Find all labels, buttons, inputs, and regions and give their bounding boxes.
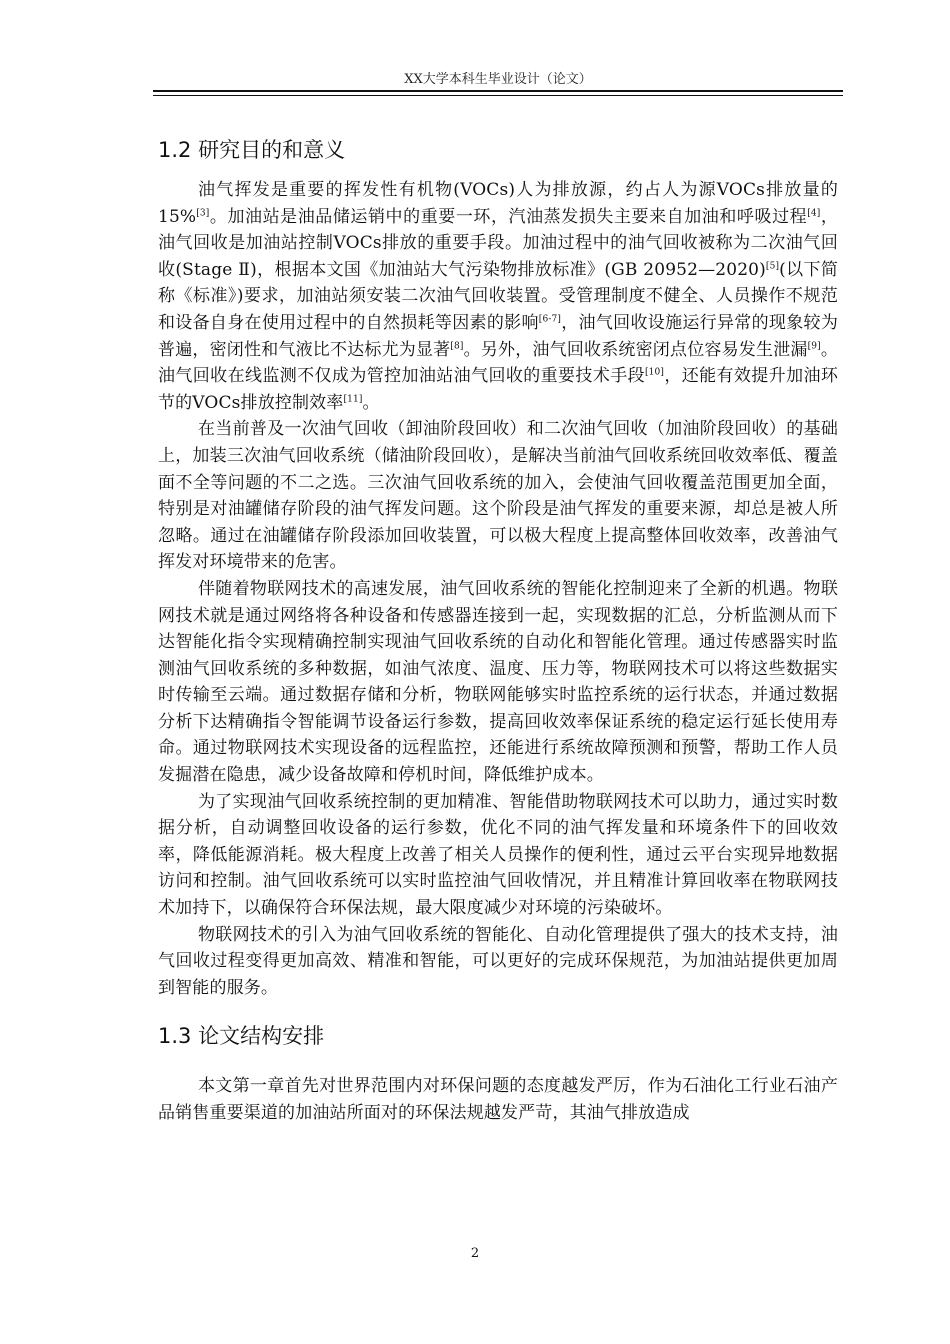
citation: [6-7] [538, 314, 562, 325]
citation: [8] [450, 340, 464, 351]
paragraph-3: 伴随着物联网技术的高速发展，油气回收系统的智能化控制迎来了全新的机遇。物联网技术就是通过网络将各种设备和传感器连接到一起，实现数据的汇总，分析监测从而下达智能化指令实现精确控制实现油气回收系统的自动化和智能化管理。通过传感器实时监测油气回收系统的多种数据，如油气浓度、温度、压力等，物联网技术可以将这些数据实时传输至云端。通过数据存储和分析，物联网能够实时监控系统的运行状态，并通过数据分析下达精确指令智能调节设备运行参数，提高回收效率保证系统的稳定运行延长使用寿命。通过物联网技术实现设备的远程监控，还能进行系统故障预测和预警，帮助工作人员发掘潜在隐患，减少设备故障和停机时间，降低维护成本。 [158, 578, 838, 786]
text-run: ，油气回收设施运行异常的现象较为普遍，密闭性和气液比不达标尤为显著 [158, 312, 838, 360]
text-run: ，油气回收是加油站控制VOCs排放的重要手段。加油过程中的油气回收被称为二次油气回收(Stage Ⅱ)，根据本文国《加油站大气污染物排放标准》(GB 20952—2020) [158, 206, 838, 280]
paragraph-2: 在当前普及一次油气回收（卸油阶段回收）和二次油气回收（加油阶段回收）的基础上，加装三次油气回收系统（储油阶段回收），是解决当前油气回收系统回收效率低、覆盖面不全等问题的不二之选。三次油气回收系统的加入，会使油气回收覆盖范围更加全面，特别是对油罐储存阶段的油气挥发问题。这个阶段是油气挥发的重要来源，却总是被人所忽略。通过在油罐储存阶段添加回收装置，可以极大程度上提高整体回收效率，改善油气挥发对环境带来的危害。 [158, 419, 838, 573]
page-body [158, 135, 838, 1127]
text-run: 。油气回收在线监测不仅成为管控加油站油气回收的重要技术手段 [158, 339, 838, 387]
text-run: 油气挥发是重要的挥发性有机物(VOCs)人为排放源，约占人为源VOCs排放量的15% [158, 180, 838, 227]
paragraph-4: 为了实现油气回收系统控制的更加精准、智能借助物联网技术可以助力，通过实时数据分析，自动调整回收设备的运行参数，优化不同的油气挥发量和环境条件下的回收效率，降低能源消耗。极大程度上改善了相关人员操作的便利性，通过云平台实现异地数据访问和控制。油气回收系统可以实时监控油气回收情况，并且精准计算回收率在物联网技术加持下，以确保符合环保法规，最大限度减少对环境的污染破坏。 [158, 791, 838, 919]
paragraph-6: 本文第一章首先对世界范围内对环保问题的态度越发严厉，作为石油化工行业石油产品销售重要渠道的加油站所面对的环保法规越发严苛，其油气排放造成 [158, 1076, 838, 1123]
page-number: 2 [470, 1246, 480, 1261]
header-rule-thin [153, 95, 843, 96]
citation: [3] [196, 207, 210, 218]
section-heading-1-3: 1.3 论文结构安排 [158, 1024, 325, 1049]
citation: [5] [765, 261, 780, 272]
text-run: ，还能有效提升加油环节的VOCs排放控制效率 [158, 366, 839, 413]
citation: [10] [645, 367, 665, 378]
citation: [11] [343, 394, 363, 405]
section-heading-1-2: 1.2 研究目的和意义 [158, 138, 346, 162]
paragraph-1 [158, 177, 838, 416]
text-run: 。加油站是油品储运销中的重要一环，汽油蒸发损失主要来自加油和呼吸过程 [209, 206, 808, 227]
paragraph-5: 物联网技术的引入为油气回收系统的智能化、自动化管理提供了强大的技术支持，油气回收过程变得更加高效、精准和智能，可以更好的完成环保规范，为加油站提供更加周到智能的服务。 [158, 924, 838, 998]
text-run: (以下简称《标准》)要求，加油站须安装二次油气回收装置。受管理制度不健全、人员操作不规范和设备自身在使用过程中的自然损耗等因素的影响 [158, 259, 838, 333]
page-header: XX大学本科生毕业设计（论文） [404, 72, 592, 87]
text-run: 。 [362, 392, 380, 413]
citation: [4] [807, 207, 821, 218]
text-run: 。另外，油气回收系统密闭点位容易发生泄漏 [463, 339, 808, 360]
citation: [9] [807, 340, 821, 351]
header-rule-thick [153, 90, 843, 92]
